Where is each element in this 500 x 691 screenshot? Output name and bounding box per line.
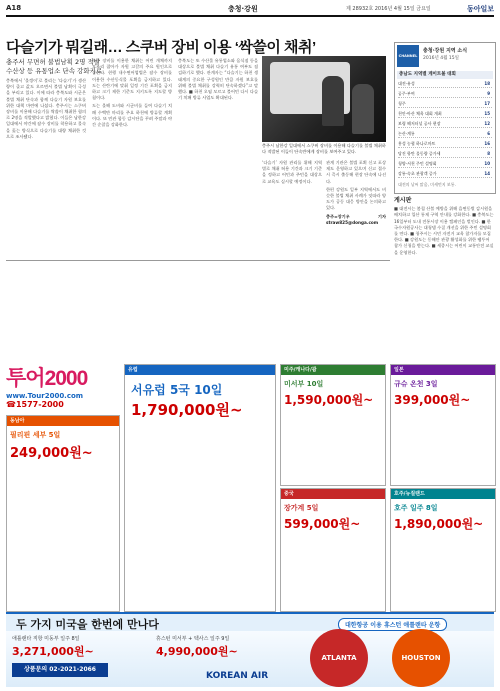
promo-price: 3,271,000원~ [12,645,94,658]
sidebar-row [398,141,492,148]
promo-tag: 대한항공 이용 휴스턴 애틀랜타 운항 [338,618,447,631]
row-label: 천안·아산 체육 대회 개최 [398,111,442,116]
sidebar-date: 2016년 4월 15일 [423,56,459,61]
row-label: 강릉·속초 관광객 증가 [398,171,437,176]
ad-price: 249,000원~ [10,446,93,461]
ad-headline: 규슈 온천 3일 [394,380,438,388]
promo-route: 애틀랜타 직항 미동부 일주 8일 [12,636,80,642]
row-value: 9 [487,91,490,96]
ad-price: 599,000원~ [284,517,361,531]
sidebar-row [398,91,492,98]
ad-headline: 서유럽 5국 10일 [131,383,223,397]
row-value: 8 [487,151,490,156]
ad-headline: 필리핀 세부 5일 [10,431,61,439]
promo-route: 휴스턴 미서부 + 텍사스 일주 9일 [156,636,230,642]
notice-board [394,198,494,256]
article-photo [262,56,386,142]
ad-block [280,488,386,612]
article-byline: 충주=장기우 기자 straw825@donga.com [326,213,386,225]
sidebar-row [398,111,492,118]
photo-person [322,76,344,126]
ad-block-header: 미주/캐나다/괌 [281,365,385,375]
ad-block-header: 일본 [391,365,495,375]
ad-block-header: 호주/뉴질랜드 [391,489,495,499]
sidebar-title: 충청·강원 지역 소식 [423,48,468,54]
tour-brand: 투어2000 [6,367,88,390]
photo-caption: 충주시 남한강 일대에서 스쿠버 장비를 이용해 다슬기를 불법 채취하다 적발된 이들이 단속반에게 장비를 보여주고 있다. [262,143,386,154]
airline-logo: KOREAN AIR [206,671,269,681]
photo-person [352,84,374,134]
article-paragraph: ‘다슬기’ 자원 관리를 위해 지역별로 채취 허용 기간과 크기 기준을 정하고 어민과 주민을 대상으로 교육도 실시할 예정이다. [262,160,322,184]
atlanta-stamp: ATLANTA [310,629,368,687]
tour-logo [6,362,118,409]
row-value: 10 [484,161,490,166]
article-column-1 [6,78,86,258]
ad-block [6,415,120,612]
ad-block [124,364,276,612]
row-label: 청양·서천 주민 설명회 [398,161,437,166]
promo-price: 4,990,000원~ [156,645,238,658]
row-label: 홍성 농협 하나로마트 [398,141,436,146]
ad-block-header: 동남아 [7,416,119,426]
ad-block-header: 유럽 [125,365,275,375]
sidebar-row [398,161,492,168]
ad-block-header: 중국 [281,489,385,499]
article-headline: 다슬기가 뭐길래… 스쿠버 장비 이용 ‘싹쓸이 채취’ [6,39,316,56]
promo-title: 두 가지 미국을 한번에 만나다 [16,618,159,631]
ad-price: 1,590,000원~ [284,393,374,407]
article-paragraph: 충북에서 ‘올갱이’로 불리는 ‘다슬기’가 생산량이 줄고 값도 오르면서 불법 남획이 극성을 부리고 있다. 이에 따라 충북도와 시군은 불법 채취 단속과 함께 다슬기 자원 보호를 위한 대책 마련에 나섰다. 충주시는 스쿠버 장비를 이용해 다슬기를 싹쓸이 채취한 혐의로 2명을 적발했다고 밝혔다. 이들은 남한강 일대에서 야간에 잠수 장비를 착용하고 물속을 훑는 방식으로 다슬기를 대량 채취한 것으로 조사됐다. [6,78,86,139]
row-value: 6 [487,131,490,136]
channel-badge: CHANNEL [397,45,419,67]
newspaper-brand: 동아일보 [466,5,494,13]
article-paragraph: 충북도는 또 수산물 유통업소와 음식점 등을 대상으로 불법 채취 다슬기 유통 여부도 점검하기로 했다. 관계자는 “다슬기는 하천 생태계의 중요한 구성원인 만큼 자원 보호를 위해 불법 채취를 강력히 단속하겠다”고 말했다. ■ 하천 오염 모르고 불어민 다시 다슬기 치패 방류 사업도 확대된다. [178,58,258,101]
row-value: 12 [484,121,490,126]
subhead-line: 수산상 등 유통업소 단속 강화키로 [6,67,103,75]
section-title: 충청·강원 [228,5,258,13]
ad-headline: 장가계 5일 [284,504,319,512]
row-value: 16 [484,141,490,146]
notice-title: 게시판 [394,197,412,204]
ad-headline: 미서부 10일 [284,380,324,388]
row-label: 청주 [398,101,406,106]
row-label: 공주·부여 [398,91,415,96]
row-value: 18 [484,81,490,86]
row-label: 논산·계룡 [398,131,415,136]
row-label: 보령 해저터널 공사 현장 [398,121,441,126]
regional-sidebar [394,42,496,194]
sidebar-footnote: 대전의 날씨 맑음, 미세먼지 보통. [398,182,456,187]
ad-price: 1,790,000원~ [131,401,243,419]
row-label: 당진 항만 물동량 증가세 [398,151,441,156]
subhead-line: 충주서 무면허 불법남획 2명 적발 [6,58,101,66]
article-paragraph: 한편 강원도 일부 지역에서도 비슷한 불법 채취 사례가 잇따라 양 도가 공동 대응 방안을 논의하고 있다. [326,186,386,211]
sidebar-row [398,101,492,108]
article-column-3 [178,58,258,258]
page-number: A18 [6,4,22,12]
houston-stamp: HOUSTON [392,629,450,687]
article-paragraph: 관계 기관은 불법 포획 신고 포상제도 운영하고 있으며 신고 접수 시 즉시 출동해 현장 단속에 나선다. [326,160,386,184]
ad-block [280,364,386,486]
ad-headline: 호주 일주 8일 [394,504,438,512]
ad-block [390,364,496,486]
ad-price: 1,890,000원~ [394,517,484,531]
contact-label: 상품문의 02-2021-2066 [12,663,108,677]
issue-info: 제 28932호 2016년 4월 15일 금요일 [346,6,431,12]
notice-body: ■ 대전시는 봄철 산불 예방을 위해 읍면동별 감시원을 배치하고 입산 통제 구역 안내를 강화한다. ■ 충북도는 16일부터 도내 전통시장 이용 캠페인을 벌인다. ■ 한국수자원공사는 대청댐 수질 개선을 위한 주민 설명회를 연다. ■ 청주시는 시민 자전거 교육 참가자를 모집한다. ■ 강원도는 동해안 관광 활성화를 위한 팸투어 참가 신청을 받는다. ■ 세종시는 어린이 교통안전 교실을 운영한다. [394,206,494,255]
sidebar-row [398,151,492,158]
sidebar-row [398,131,492,138]
header-rule [6,15,494,17]
tour-url: www.Tour2000.com [6,392,84,400]
sidebar-row [398,121,492,128]
row-value: 14 [484,171,490,176]
article-column-4 [262,160,322,255]
sidebar-heading: 충남도 지역별 게이트볼 대회 [397,71,493,79]
article-paragraph: 도는 올해 도비와 시군비를 들여 다슬기 치패 수백만 마리를 주요 하천에 방류할 계획이다. 또 민관 합동 감시단을 꾸려 주말과 야간 순찰을 강화한다. [92,103,172,128]
ad-price: 399,000원~ [394,393,471,407]
row-value: 15 [484,111,490,116]
section-divider [6,260,390,261]
article-paragraph: 수중 장비를 이용한 채취는 어린 개체까지 모조리 잡아가 자원 고갈의 주요 원인으로 꼽힌다. 현행 내수면어업법은 잠수 장비를 이용한 수산동식물 포획을 금지하고 있다. 도는 산란기에 맞춰 일정 기간 포획을 금지하고 크기 제한 기준도 지키도록 지도할 방침이다. [92,58,172,101]
article-column-2 [92,58,172,258]
sidebar-row [398,81,492,88]
row-value: 17 [484,101,490,106]
article-column-5 [326,160,386,255]
airline-ad [6,631,494,687]
sidebar-row [398,171,492,178]
ad-block [390,488,496,612]
tour-phone: ☎1577-2000 [6,400,64,409]
row-label: 대전·유성 [398,81,415,86]
